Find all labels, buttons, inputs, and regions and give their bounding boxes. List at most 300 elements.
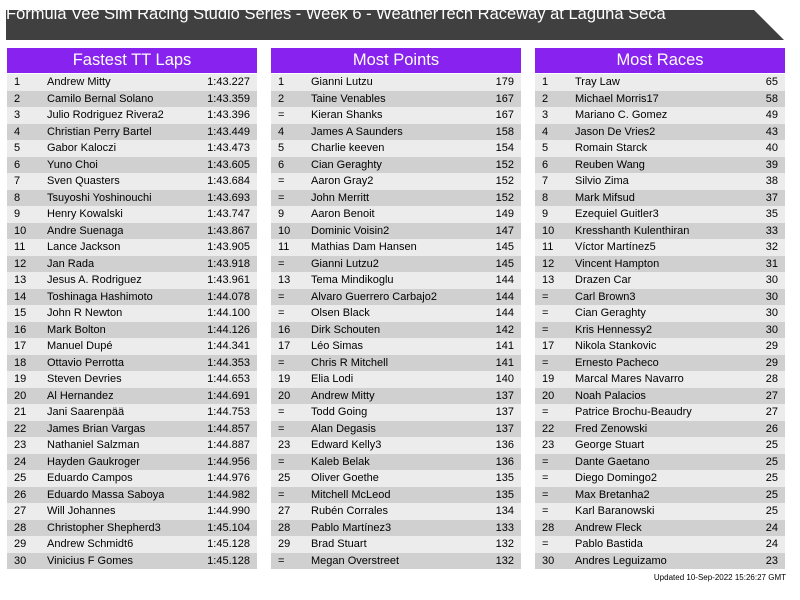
row-position: = bbox=[542, 472, 549, 484]
row-value: 29 bbox=[765, 356, 778, 369]
table-row bbox=[7, 91, 257, 108]
row-position: = bbox=[542, 356, 549, 369]
row-position: 30 bbox=[542, 554, 555, 567]
row-value: 1:44.990 bbox=[207, 505, 250, 517]
table-row bbox=[535, 206, 785, 223]
table-row bbox=[271, 503, 521, 520]
row-position: 9 bbox=[278, 208, 285, 220]
row-value: 132 bbox=[495, 538, 514, 550]
row-position: = bbox=[542, 455, 549, 468]
row-value: 39 bbox=[765, 158, 778, 171]
row-driver-name: Jan Rada bbox=[47, 257, 95, 270]
row-position: = bbox=[278, 406, 285, 418]
row-driver-name: Mark Mifsud bbox=[575, 191, 635, 204]
row-value: 27 bbox=[765, 406, 778, 418]
table-row bbox=[7, 503, 257, 520]
row-driver-name: Toshinaga Hashimoto bbox=[47, 290, 153, 303]
row-position: 1 bbox=[278, 76, 285, 88]
row-value: 144 bbox=[495, 290, 514, 303]
row-driver-name: Steven Devries bbox=[47, 373, 122, 385]
table-row bbox=[271, 124, 521, 141]
row-value: 1:45.104 bbox=[207, 521, 250, 534]
row-driver-name: Reuben Wang bbox=[575, 158, 645, 171]
row-driver-name: Lance Jackson bbox=[47, 241, 121, 253]
row-value: 1:44.976 bbox=[207, 472, 250, 484]
row-position: 29 bbox=[14, 538, 27, 550]
row-position: 28 bbox=[542, 521, 555, 534]
row-position: 13 bbox=[542, 274, 555, 286]
table-row bbox=[535, 338, 785, 355]
row-value: 1:44.078 bbox=[207, 290, 250, 303]
row-value: 1:43.359 bbox=[207, 92, 250, 105]
row-driver-name: Julio Rodriguez Rivera2 bbox=[47, 109, 164, 121]
row-driver-name: Romain Starck bbox=[575, 142, 648, 154]
table-row bbox=[535, 272, 785, 289]
table-row bbox=[535, 305, 785, 322]
row-driver-name: Gianni Lutzu bbox=[311, 76, 373, 88]
row-driver-name: James Brian Vargas bbox=[47, 422, 146, 435]
row-value: 40 bbox=[765, 142, 778, 154]
row-driver-name: Léo Simas bbox=[311, 340, 363, 352]
row-position: 25 bbox=[278, 472, 291, 484]
row-driver-name: Alan Degasis bbox=[311, 422, 376, 435]
row-position: 11 bbox=[278, 241, 290, 253]
row-driver-name: Al Hernandez bbox=[47, 389, 114, 402]
row-value: 147 bbox=[495, 224, 514, 237]
row-value: 1:44.341 bbox=[207, 340, 250, 352]
row-value: 1:43.918 bbox=[207, 257, 250, 270]
row-position: = bbox=[278, 109, 285, 121]
table-row bbox=[271, 388, 521, 405]
row-driver-name: Taine Venables bbox=[311, 92, 386, 105]
row-value: 1:43.227 bbox=[207, 76, 250, 88]
table-row bbox=[535, 157, 785, 174]
row-position: 9 bbox=[14, 208, 21, 220]
row-position: = bbox=[278, 290, 285, 303]
row-position: 14 bbox=[14, 290, 27, 303]
row-value: 1:43.473 bbox=[207, 142, 250, 154]
row-position: 16 bbox=[14, 323, 27, 336]
row-position: = bbox=[278, 175, 285, 187]
row-value: 30 bbox=[765, 274, 778, 286]
row-position: 5 bbox=[278, 142, 285, 154]
row-value: 1:44.857 bbox=[207, 422, 250, 435]
row-position: 11 bbox=[542, 241, 554, 253]
row-driver-name: Max Bretanha2 bbox=[575, 488, 650, 501]
row-value: 23 bbox=[765, 554, 778, 567]
table-row bbox=[7, 404, 257, 421]
row-position: 22 bbox=[542, 422, 555, 435]
row-value: 1:43.961 bbox=[207, 274, 250, 286]
row-driver-name: Jani Saarenpää bbox=[47, 406, 125, 418]
row-position: = bbox=[278, 455, 285, 468]
row-value: 140 bbox=[495, 373, 514, 385]
row-position: 19 bbox=[542, 373, 555, 385]
row-driver-name: Cian Geraghty bbox=[575, 307, 646, 319]
row-driver-name: Elia Lodi bbox=[311, 373, 354, 385]
row-position: 5 bbox=[14, 142, 21, 154]
row-driver-name: Dominic Voisin2 bbox=[311, 224, 390, 237]
row-driver-name: Mark Bolton bbox=[47, 323, 106, 336]
row-value: 1:44.126 bbox=[207, 323, 250, 336]
table-row bbox=[535, 404, 785, 421]
table-row bbox=[271, 256, 521, 273]
table-row bbox=[7, 157, 257, 174]
row-value: 1:43.747 bbox=[207, 208, 250, 220]
row-value: 133 bbox=[495, 521, 514, 534]
row-driver-name: Brad Stuart bbox=[311, 538, 367, 550]
row-position: 13 bbox=[14, 274, 27, 286]
table-row bbox=[271, 520, 521, 537]
row-driver-name: Karl Baranowski bbox=[575, 505, 655, 517]
table-row bbox=[535, 289, 785, 306]
row-driver-name: Ezequiel Guitler3 bbox=[575, 208, 659, 220]
row-position: 12 bbox=[14, 257, 27, 270]
table-row bbox=[271, 289, 521, 306]
updated-timestamp: Updated 10-Sep-2022 15:26:27 GMT bbox=[653, 573, 786, 582]
row-driver-name: Eduardo Campos bbox=[47, 472, 133, 484]
row-driver-name: Vincent Hampton bbox=[575, 257, 660, 270]
table-row bbox=[7, 272, 257, 289]
table-row bbox=[271, 223, 521, 240]
row-driver-name: Tema Mindikoglu bbox=[311, 274, 394, 286]
row-driver-name: Aaron Gray2 bbox=[311, 175, 374, 187]
row-position: 10 bbox=[278, 224, 291, 237]
row-position: 8 bbox=[542, 191, 549, 204]
row-driver-name: Camilo Bernal Solano bbox=[47, 92, 154, 105]
row-value: 24 bbox=[765, 521, 778, 534]
row-position: 27 bbox=[278, 505, 291, 517]
row-driver-name: John Merritt bbox=[311, 191, 370, 204]
row-position: 12 bbox=[542, 257, 555, 270]
row-value: 27 bbox=[765, 389, 778, 402]
row-driver-name: Andrew Schmidt6 bbox=[47, 538, 134, 550]
row-position: 28 bbox=[278, 521, 291, 534]
table-row bbox=[7, 421, 257, 438]
leaderboard-rows bbox=[7, 74, 257, 569]
row-position: 2 bbox=[278, 92, 285, 105]
row-value: 1:43.905 bbox=[207, 241, 250, 253]
row-position: 23 bbox=[542, 439, 555, 451]
row-value: 1:44.691 bbox=[207, 389, 250, 402]
row-driver-name: Andrew Mitty bbox=[47, 76, 111, 88]
table-row bbox=[271, 305, 521, 322]
table-row bbox=[7, 190, 257, 207]
table-row bbox=[271, 107, 521, 124]
table-row bbox=[7, 338, 257, 355]
table-row bbox=[535, 239, 785, 256]
row-position: 7 bbox=[14, 175, 21, 187]
table-row bbox=[535, 223, 785, 240]
row-value: 25 bbox=[765, 488, 778, 501]
table-row bbox=[535, 190, 785, 207]
table-row bbox=[271, 454, 521, 471]
row-value: 132 bbox=[495, 554, 514, 567]
row-position: 20 bbox=[278, 389, 291, 402]
leaderboard-rows bbox=[535, 74, 785, 569]
row-driver-name: Noah Palacios bbox=[575, 389, 646, 402]
row-driver-name: Andres Leguizamo bbox=[575, 554, 667, 567]
row-value: 154 bbox=[495, 142, 514, 154]
row-position: = bbox=[278, 257, 285, 270]
table-row bbox=[271, 239, 521, 256]
table-row bbox=[535, 520, 785, 537]
row-value: 135 bbox=[495, 488, 514, 501]
row-position: = bbox=[542, 323, 549, 336]
row-driver-name: Eduardo Massa Saboya bbox=[47, 488, 165, 501]
row-position: 11 bbox=[14, 241, 26, 253]
table-row bbox=[271, 553, 521, 570]
row-value: 30 bbox=[765, 290, 778, 303]
row-value: 144 bbox=[495, 274, 514, 286]
row-value: 179 bbox=[495, 76, 514, 88]
table-row bbox=[271, 404, 521, 421]
row-position: = bbox=[542, 488, 549, 501]
row-value: 144 bbox=[495, 307, 514, 319]
table-row bbox=[271, 140, 521, 157]
row-position: 6 bbox=[278, 158, 285, 171]
page-title: Formula Vee Sim Racing Studio Series - Week 6 - WeatherTech Raceway at Laguna Seca bbox=[6, 5, 666, 23]
row-value: 1:43.605 bbox=[207, 158, 250, 171]
row-position: = bbox=[542, 406, 549, 418]
table-row bbox=[7, 322, 257, 339]
row-position: 3 bbox=[14, 109, 21, 121]
row-value: 137 bbox=[495, 406, 514, 418]
row-position: 1 bbox=[14, 76, 21, 88]
table-row bbox=[7, 239, 257, 256]
row-position: 18 bbox=[14, 356, 27, 369]
row-position: = bbox=[278, 422, 285, 435]
row-position: = bbox=[278, 191, 285, 204]
table-row bbox=[535, 536, 785, 553]
table-row bbox=[271, 421, 521, 438]
table-row bbox=[7, 305, 257, 322]
row-driver-name: Jesus A. Rodriguez bbox=[47, 274, 142, 286]
row-value: 28 bbox=[765, 373, 778, 385]
row-driver-name: Jason De Vries2 bbox=[575, 125, 656, 138]
row-position: 2 bbox=[542, 92, 549, 105]
row-value: 158 bbox=[495, 125, 514, 138]
table-row bbox=[535, 124, 785, 141]
table-row bbox=[7, 124, 257, 141]
row-driver-name: Andre Suenaga bbox=[47, 224, 124, 237]
row-position: 28 bbox=[14, 521, 27, 534]
row-driver-name: Kieran Shanks bbox=[311, 109, 383, 121]
row-value: 31 bbox=[765, 257, 778, 270]
row-driver-name: Will Johannes bbox=[47, 505, 116, 517]
row-driver-name: Ottavio Perrotta bbox=[47, 356, 125, 369]
row-value: 167 bbox=[495, 92, 514, 105]
table-row bbox=[7, 140, 257, 157]
table-row bbox=[535, 355, 785, 372]
table-row bbox=[7, 223, 257, 240]
most-races-panel bbox=[535, 48, 785, 569]
row-driver-name: Yuno Choi bbox=[47, 158, 98, 171]
row-position: 2 bbox=[14, 92, 21, 105]
row-value: 58 bbox=[765, 92, 778, 105]
row-value: 137 bbox=[495, 389, 514, 402]
row-value: 152 bbox=[495, 158, 514, 171]
table-row bbox=[7, 437, 257, 454]
row-position: 17 bbox=[278, 340, 291, 352]
row-value: 43 bbox=[765, 125, 778, 138]
row-value: 152 bbox=[495, 175, 514, 187]
panel-header: Most Races bbox=[535, 48, 785, 73]
table-row bbox=[271, 470, 521, 487]
table-row bbox=[271, 74, 521, 91]
row-position: 25 bbox=[14, 472, 27, 484]
row-value: 1:43.867 bbox=[207, 224, 250, 237]
table-row bbox=[271, 322, 521, 339]
table-row bbox=[535, 322, 785, 339]
row-driver-name: Gianni Lutzu2 bbox=[311, 257, 379, 270]
table-row bbox=[535, 140, 785, 157]
row-value: 65 bbox=[765, 76, 778, 88]
row-position: 1 bbox=[542, 76, 549, 88]
row-value: 25 bbox=[765, 472, 778, 484]
row-driver-name: Kresshanth Kulenthiran bbox=[575, 224, 690, 237]
table-row bbox=[535, 503, 785, 520]
row-value: 35 bbox=[765, 208, 778, 220]
row-position: 6 bbox=[14, 158, 21, 171]
row-value: 135 bbox=[495, 472, 514, 484]
row-position: 5 bbox=[542, 142, 549, 154]
row-driver-name: Nikola Stankovic bbox=[575, 340, 657, 352]
row-driver-name: Ernesto Pacheco bbox=[575, 356, 659, 369]
table-row bbox=[271, 338, 521, 355]
row-value: 134 bbox=[495, 505, 514, 517]
row-position: = bbox=[542, 505, 549, 517]
row-value: 1:44.753 bbox=[207, 406, 250, 418]
row-position: = bbox=[542, 307, 549, 319]
row-value: 1:45.128 bbox=[207, 554, 250, 567]
panel-header: Most Points bbox=[271, 48, 521, 73]
row-driver-name: Kris Hennessy2 bbox=[575, 323, 653, 336]
row-position: 13 bbox=[278, 274, 291, 286]
row-position: 23 bbox=[14, 439, 27, 451]
row-driver-name: James A Saunders bbox=[311, 125, 403, 138]
table-row bbox=[271, 487, 521, 504]
row-driver-name: Pablo Bastida bbox=[575, 538, 643, 550]
row-driver-name: Andrew Mitty bbox=[311, 389, 375, 402]
row-position: = bbox=[278, 554, 285, 567]
row-driver-name: Marcal Mares Navarro bbox=[575, 373, 684, 385]
row-value: 141 bbox=[495, 356, 514, 369]
row-position: 24 bbox=[14, 455, 27, 468]
row-position: 30 bbox=[14, 554, 27, 567]
row-value: 1:45.128 bbox=[207, 538, 250, 550]
row-value: 49 bbox=[765, 109, 778, 121]
row-driver-name: Mathias Dam Hansen bbox=[311, 241, 417, 253]
row-position: 4 bbox=[14, 125, 21, 138]
row-position: 3 bbox=[542, 109, 549, 121]
table-row bbox=[271, 91, 521, 108]
table-row bbox=[7, 470, 257, 487]
row-value: 142 bbox=[495, 323, 514, 336]
table-row bbox=[7, 173, 257, 190]
row-driver-name: Mariano C. Gomez bbox=[575, 109, 668, 121]
row-value: 25 bbox=[765, 455, 778, 468]
row-value: 29 bbox=[765, 340, 778, 352]
row-driver-name: Edward Kelly3 bbox=[311, 439, 382, 451]
table-row bbox=[535, 553, 785, 570]
row-position: 7 bbox=[542, 175, 549, 187]
row-position: = bbox=[542, 290, 549, 303]
row-driver-name: Víctor Martínez5 bbox=[575, 241, 656, 253]
row-value: 1:44.353 bbox=[207, 356, 250, 369]
row-driver-name: Mitchell McLeod bbox=[311, 488, 391, 501]
table-row bbox=[535, 371, 785, 388]
row-driver-name: Vinicius F Gomes bbox=[47, 554, 133, 567]
table-row bbox=[271, 536, 521, 553]
table-row bbox=[7, 256, 257, 273]
row-value: 33 bbox=[765, 224, 778, 237]
most-points-panel bbox=[271, 48, 521, 569]
row-value: 24 bbox=[765, 538, 778, 550]
table-row bbox=[535, 487, 785, 504]
table-row bbox=[7, 536, 257, 553]
row-driver-name: Oliver Goethe bbox=[311, 472, 379, 484]
row-value: 141 bbox=[495, 340, 514, 352]
row-driver-name: Megan Overstreet bbox=[311, 554, 400, 567]
row-driver-name: Tray Law bbox=[575, 76, 620, 88]
row-position: 6 bbox=[542, 158, 549, 171]
row-driver-name: Diego Domingo2 bbox=[575, 472, 657, 484]
row-position: 22 bbox=[14, 422, 27, 435]
leaderboard-rows bbox=[271, 74, 521, 569]
table-row bbox=[7, 553, 257, 570]
row-position: 27 bbox=[14, 505, 27, 517]
table-row bbox=[7, 520, 257, 537]
row-driver-name: Silvio Zima bbox=[575, 175, 629, 187]
row-value: 136 bbox=[495, 439, 514, 451]
row-position: 20 bbox=[14, 389, 27, 402]
table-row bbox=[7, 355, 257, 372]
table-row bbox=[271, 173, 521, 190]
row-position: 21 bbox=[14, 406, 27, 418]
table-row bbox=[7, 107, 257, 124]
row-value: 26 bbox=[765, 422, 778, 435]
row-value: 1:43.449 bbox=[207, 125, 250, 138]
table-row bbox=[271, 157, 521, 174]
panel-header: Fastest TT Laps bbox=[7, 48, 257, 73]
row-driver-name: Fred Zenowski bbox=[575, 422, 648, 435]
row-position: 23 bbox=[278, 439, 291, 451]
row-driver-name: Aaron Benoit bbox=[311, 208, 375, 220]
row-value: 30 bbox=[765, 323, 778, 336]
table-row bbox=[535, 388, 785, 405]
table-row bbox=[535, 437, 785, 454]
table-row bbox=[271, 206, 521, 223]
row-position: 26 bbox=[14, 488, 27, 501]
table-row bbox=[7, 289, 257, 306]
row-value: 136 bbox=[495, 455, 514, 468]
row-value: 145 bbox=[495, 241, 514, 253]
row-position: 19 bbox=[14, 373, 27, 385]
row-driver-name: Nathaniel Salzman bbox=[47, 439, 140, 451]
table-row bbox=[535, 91, 785, 108]
row-driver-name: John R Newton bbox=[47, 307, 123, 319]
row-value: 25 bbox=[765, 439, 778, 451]
row-position: 29 bbox=[278, 538, 291, 550]
row-position: 17 bbox=[14, 340, 27, 352]
row-value: 30 bbox=[765, 307, 778, 319]
row-position: 8 bbox=[14, 191, 21, 204]
table-row bbox=[7, 206, 257, 223]
table-row bbox=[535, 107, 785, 124]
row-position: = bbox=[542, 538, 549, 550]
table-row bbox=[535, 173, 785, 190]
